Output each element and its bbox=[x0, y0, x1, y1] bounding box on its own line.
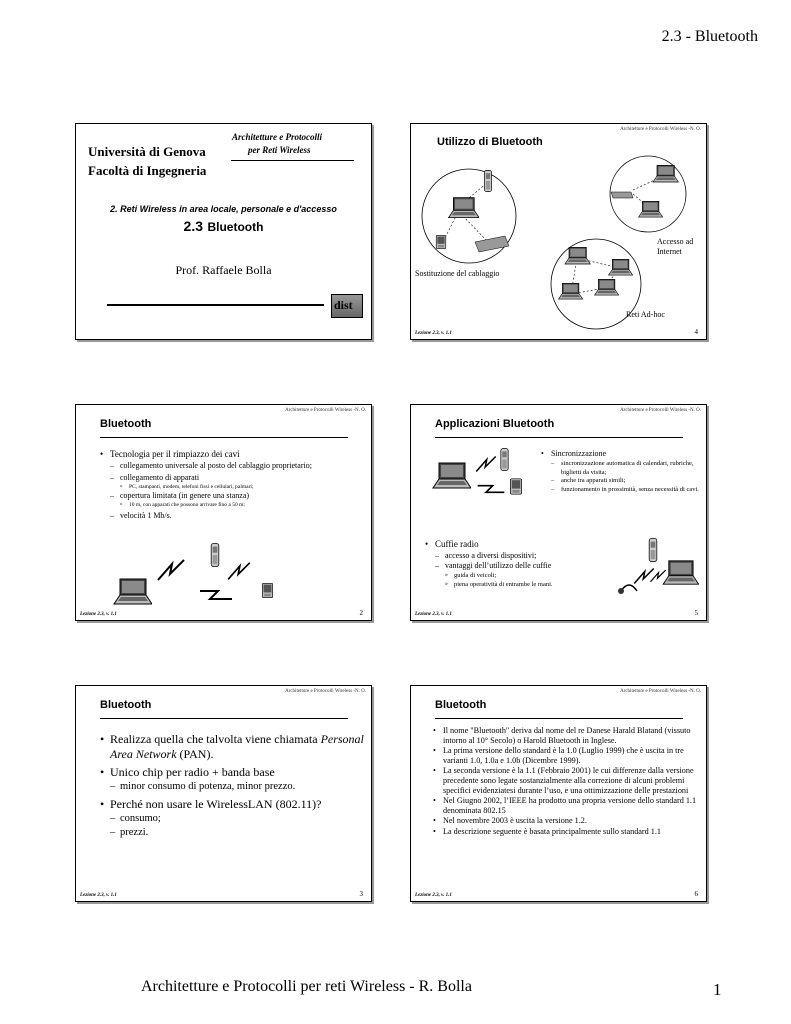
sub-bullet-text: consumo; bbox=[120, 813, 161, 824]
sync-bullets bbox=[541, 449, 701, 494]
slide-title-rule bbox=[100, 437, 348, 438]
pan-term: Personal Area Network bbox=[110, 732, 364, 761]
sub-bullet-text: prezzi. bbox=[120, 827, 149, 838]
sub-bullet-text: minor consumo di potenza, minor prezzo. bbox=[120, 781, 296, 792]
sub-sub-bullet-text: 10 m, con apparati che possono arrivare fino a 50 m; bbox=[129, 502, 245, 508]
bullet-text: Nel novembre 2003 è uscita la versione 1.2. bbox=[443, 816, 587, 826]
bullet bbox=[433, 816, 698, 826]
sub-bullet-text: anche tra apparati simili; bbox=[561, 477, 626, 484]
sub-bullet-text: vantaggi dell’utilizzo delle cuffie bbox=[445, 561, 552, 570]
sub-bullet-text: copertura limitata (in genere una stanza) bbox=[120, 491, 250, 500]
bullet-text: Cuffie radio bbox=[435, 539, 479, 549]
slide-3 bbox=[75, 685, 372, 902]
slide-5 bbox=[410, 404, 707, 621]
sub-bullet-text: accesso a diversi dispositivi; bbox=[445, 551, 537, 560]
slide-title: Bluetooth bbox=[100, 418, 152, 430]
slide-title-rule bbox=[435, 437, 683, 438]
sub-bullet bbox=[110, 780, 365, 794]
slide-4 bbox=[410, 123, 707, 340]
bullet bbox=[433, 796, 698, 815]
sub-bullet bbox=[110, 491, 350, 509]
section-name: Bluetooth bbox=[207, 220, 264, 234]
sub-sub-bullet bbox=[445, 580, 615, 589]
sub-sub-bullet-text: PC, stampanti, modem, telefoni fissi e cellulari, palmari; bbox=[129, 484, 254, 490]
device-links-illustration bbox=[108, 539, 283, 609]
slide-title: Bluetooth bbox=[100, 699, 152, 711]
bullet-text: Tecnologia per il rimpiazzo dei cavi bbox=[110, 449, 240, 459]
label-cable-replacement: Sostituzione del cablaggio bbox=[415, 269, 500, 278]
slide-title-rule bbox=[435, 718, 683, 719]
section-number: 2.3 bbox=[183, 218, 203, 234]
bullet bbox=[433, 827, 698, 837]
label-internet-access: Accesso ad Internet bbox=[657, 237, 694, 256]
bullet bbox=[100, 765, 365, 794]
bullet-text: Realizza quella che talvolta viene chiamata bbox=[110, 732, 318, 746]
chapter-title: 2. Reti Wireless in area locale, personale e d'accesso bbox=[110, 204, 337, 214]
slide-footer: Lezione 2.3, v. 1.1 bbox=[415, 612, 452, 617]
slide-number: 5 bbox=[694, 609, 698, 617]
sub-sub-bullet bbox=[445, 571, 615, 580]
slide-1 bbox=[75, 123, 372, 340]
bullet bbox=[100, 449, 350, 521]
slide-footer: Lezione 2.3, v. 1.1 bbox=[415, 331, 452, 336]
bullet bbox=[433, 746, 698, 765]
bullet-text: Sincronizzazione bbox=[551, 449, 607, 458]
sync-illustration bbox=[431, 447, 526, 503]
bullet-text: La prima versione dello standard è la 1.0 (Luglio 1999) che è uscita in tre varianti 1.0, 1.0a e 1.0b (Dicembre 1999). bbox=[443, 746, 684, 765]
course-title-line1: Architetture e Protocolli bbox=[232, 132, 322, 142]
slide-header: Architetture e Protocolli Wireless -N. O. bbox=[620, 408, 701, 413]
sub-sub-bullet bbox=[120, 501, 350, 509]
slide-number: 2 bbox=[359, 609, 363, 617]
course-title-line2: per Reti Wireless bbox=[248, 145, 311, 155]
sub-bullet-text: velocità 1 Mb/s. bbox=[120, 511, 172, 520]
bullet bbox=[433, 766, 698, 795]
page-footer: Architetture e Protocolli per reti Wireless - R. Bolla bbox=[141, 978, 472, 995]
slide-title-rule bbox=[100, 718, 348, 719]
internet-access-diagram bbox=[603, 154, 693, 234]
slide-6 bbox=[410, 685, 707, 902]
bullet-text: Nel Giugno 2002, l’IEEE ha prodotto una propria versione dello standard 1.1 denominata 802.15 bbox=[443, 796, 697, 815]
sub-bullet-text: collegamento universale al posto del cablaggio proprietario; bbox=[120, 461, 312, 470]
bullet-text: La descrizione seguente è basata principalmente sullo standard 1.1 bbox=[443, 826, 662, 836]
slide-header: Architetture e Protocolli Wireless -N. O. bbox=[620, 127, 701, 132]
label-adhoc: Reti Ad-hoc bbox=[626, 310, 665, 319]
sub-bullet-text: sincronizzazione automatica di calendari, rubriche, biglietti da visita; bbox=[561, 460, 694, 476]
sub-bullet-text: collegamento di apparati bbox=[120, 473, 200, 482]
section-title bbox=[76, 218, 371, 236]
bullet bbox=[541, 449, 701, 494]
slide-footer: Lezione 2.3, v. 1.1 bbox=[80, 612, 117, 617]
bullet-text: Il nome "Bluetooth" deriva dal nome del re Danese Harald Blatand (vissuto intorno al 10° Secolo) o Harold Bluetooth in Inglese. bbox=[443, 726, 691, 745]
cable-replacement-diagram bbox=[417, 166, 527, 266]
headset-illustration bbox=[611, 535, 701, 601]
slide-header: Architetture e Protocolli Wireless -N. O. bbox=[285, 408, 366, 413]
page-number: 1 bbox=[713, 980, 722, 999]
bullet-text: Perché non usare le WirelessLAN (802.11)? bbox=[110, 797, 322, 811]
sub-bullet bbox=[110, 473, 350, 491]
bullet-text: Unico chip per radio + banda base bbox=[110, 765, 275, 779]
slide-bullets bbox=[100, 732, 365, 840]
pan-abbrev: (PAN). bbox=[179, 747, 214, 761]
professor-name: Prof. Raffaele Bolla bbox=[175, 263, 272, 277]
sub-sub-bullet-text: piena operatività di entrambe le mani. bbox=[454, 581, 553, 588]
slide-footer: Lezione 2.3, v. 1.1 bbox=[415, 893, 452, 898]
slide-title: Bluetooth bbox=[435, 699, 487, 711]
bullet bbox=[425, 539, 615, 589]
sub-bullet-text: funzionamento in prossimità, senza necessità di cavi. bbox=[561, 485, 699, 493]
dist-logo-text: dist bbox=[334, 298, 353, 312]
dist-logo bbox=[331, 294, 363, 318]
bullet bbox=[100, 732, 365, 762]
sub-bullet bbox=[551, 477, 701, 486]
headset-bullets bbox=[425, 539, 615, 589]
sub-bullet bbox=[551, 486, 701, 495]
university-name: Università di Genova bbox=[88, 144, 206, 159]
slide-header: Architetture e Protocolli Wireless -N. O. bbox=[285, 689, 366, 694]
sub-bullet bbox=[110, 511, 350, 521]
sub-bullet bbox=[110, 826, 365, 840]
bullet bbox=[100, 797, 365, 840]
page-header: 2.3 - Bluetooth bbox=[661, 28, 758, 45]
slide-number: 3 bbox=[359, 890, 363, 898]
slide-title: Applicazioni Bluetooth bbox=[435, 418, 555, 430]
sub-sub-bullet bbox=[120, 483, 350, 491]
slide-bullets bbox=[100, 449, 350, 521]
slide-number: 6 bbox=[694, 890, 698, 898]
slide-footer: Lezione 2.3, v. 1.1 bbox=[80, 893, 117, 898]
slide-number: 4 bbox=[694, 328, 698, 336]
sub-bullet bbox=[435, 551, 615, 561]
sub-bullet bbox=[551, 460, 701, 477]
bullet bbox=[433, 726, 698, 745]
slide-title: Utilizzo di Bluetooth bbox=[437, 136, 543, 148]
sub-bullet bbox=[110, 461, 350, 471]
course-title-rule bbox=[231, 160, 354, 161]
title-bottom-rule bbox=[107, 304, 324, 306]
slide-2 bbox=[75, 404, 372, 621]
faculty-name: Facoltà di Ingegneria bbox=[88, 163, 207, 178]
sub-bullet bbox=[110, 812, 365, 826]
bullet-text: La seconda versione è la 1.1 (Febbraio 2001) le cui differenze dalla versione precedente sono legate sostanzialmente alla correzione di alcuni problemi specifici evidenziatesi durante l’uso, e una ottimizzazione delle prestazioni bbox=[443, 766, 694, 795]
slide-bullets bbox=[433, 726, 698, 837]
sub-bullet bbox=[435, 561, 615, 589]
slide-header: Architetture e Protocolli Wireless -N. O. bbox=[620, 689, 701, 694]
sub-sub-bullet-text: guida di veicoli; bbox=[454, 572, 497, 579]
